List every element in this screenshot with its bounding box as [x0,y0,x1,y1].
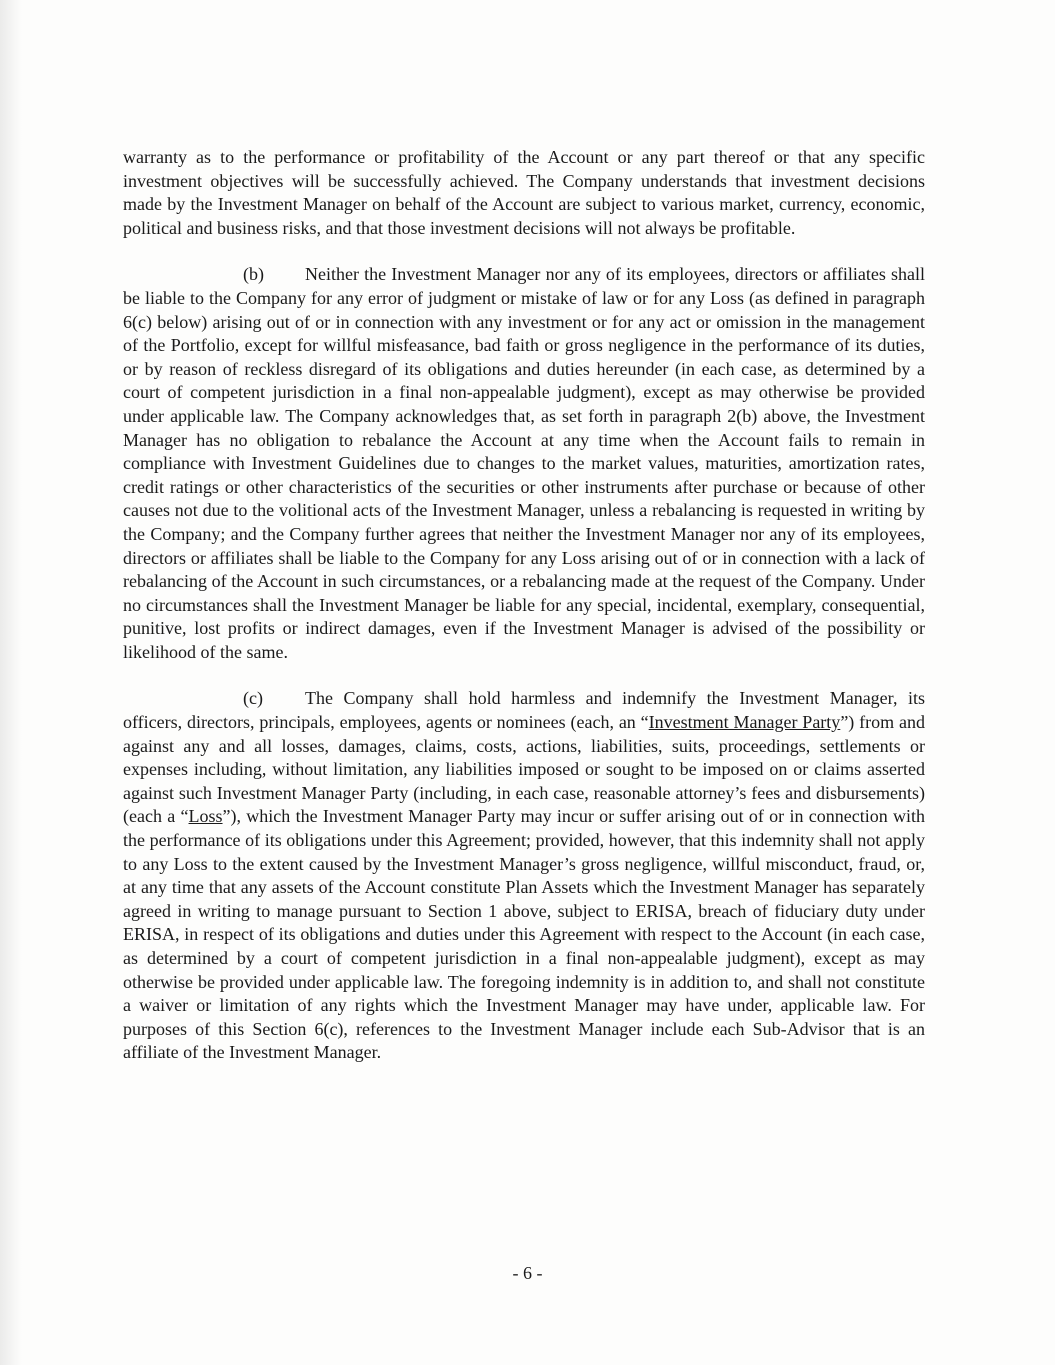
paragraph-b-marker: (b) [243,264,264,285]
defined-term-loss: Loss [188,806,223,827]
paragraph-b [123,263,925,664]
paragraph-c-text-2: ”) from and against any and all losses, damages, claims, costs, actions, liabilities, suits, proceedings, settlements or expenses including, without limitation, any liabilities imposed or sought to be imposed on or claims asserted against such Investment Manager Party (including, in each case, reasonable attorney’s fees and disbursements) (each a “ [123,712,925,827]
paragraph-c-text-3: ”), which the Investment Manager Party may incur or suffer arising out of or in connection with the performance of its obligations under this Agreement; provided, however, that this indemnity shall not apply to any Loss to the extent caused by the Investment Manager’s gross negligence, willful misconduct, fraud, or, at any time that any assets of the Account constitute Plan Assets which the Investment Manager has separately agreed in writing to manage pursuant to Section 1 above, subject to ERISA, breach of fiduciary duty under ERISA, in respect of its obligations and duties under this Agreement with respect to the Account (in each case, as determined by a court of competent jurisdiction in a final non-appealable judgment), except as may otherwise be provided under applicable law. The foregoing indemnity is in addition to, and shall not constitute a waiver or limitation of any rights which the Investment Manager may have under, applicable law. For purposes of this Section 6(c), references to the Investment Manager include each Sub-Advisor that is an affiliate of the Investment Manager. [123,806,925,1063]
document-body [123,146,925,1088]
defined-term-investment-manager-party: Investment Manager Party [648,712,841,733]
paragraph-c [123,687,925,1065]
paragraph-c-marker: (c) [243,688,263,709]
paragraph-a-continued: warranty as to the performance or profitability of the Account or any part thereof or that any specific investment objectives will be successfully achieved. The Company understands that investment decisions made by the Investment Manager on behalf of the Account are subject to various market, currency, economic, political and business risks, and that those investment decisions will not always be profitable. [123,147,925,238]
paragraph-c-text-1: The Company shall hold harmless and indemnify the Investment Manager, its officers, directors, principals, employees, agents or nominees (each, an “ [123,688,925,733]
page-number: - 6 - [512,1263,543,1283]
paragraph-b-text: Neither the Investment Manager nor any of its employees, directors or affiliates shall be liable to the Company for any error of judgment or mistake of law or for any Loss (as defined in paragraph 6(c) below) arising out of or in connection with any investment or for any act or omission in the management of the Portfolio, except for willful misfeasance, bad faith or gross negligence in the performance of its duties, or by reason of reckless disregard of its obligations and duties hereunder (in each case, as determined by a court of competent jurisdiction in a final non-appealable judgment), except as may otherwise be provided under applicable law. The Company acknowledges that, as set forth in paragraph 2(b) above, the Investment Manager has no obligation to rebalance the Account at any time when the Account fails to remain in compliance with Investment Guidelines due to changes to the market values, maturities, amortization rates, credit ratings or other characteristics of the securities or other instruments after purchase or because of other causes not due to the volitional acts of the Investment Manager, unless a rebalancing is requested in writing by the Company; and the Company further agrees that neither the Investment Manager nor any of its employees, directors or affiliates shall be liable to the Company for any Loss arising out of or in connection with a lack of rebalancing of the Account in such circumstances, or a rebalancing made at the request of the Company. Under no circumstances shall the Investment Manager be liable for any special, incidental, exemplary, consequential, punitive, lost profits or indirect damages, even if the Investment Manager is advised of the possibility or likelihood of the same. [123,264,925,662]
scan-edge-shadow [0,0,22,1365]
